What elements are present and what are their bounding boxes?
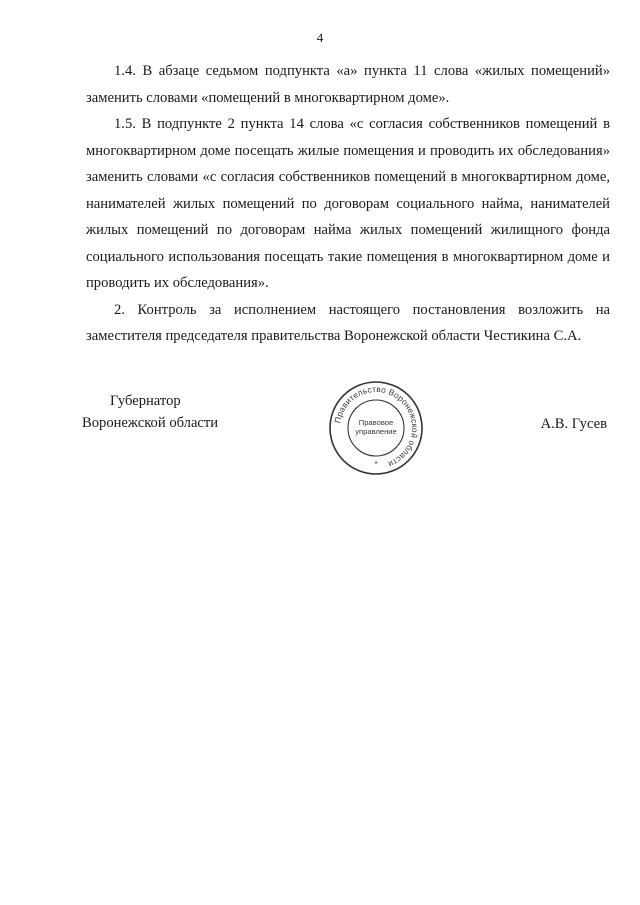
signature-block: [0, 380, 640, 480]
official-stamp: [326, 378, 426, 478]
signatory-title: [82, 390, 218, 434]
signatory-title-line-1: Губернатор: [110, 393, 181, 409]
page-number: 4: [316, 30, 324, 45]
stamp-seal-icon: [326, 378, 426, 478]
paragraph-1-4: 1.4. В абзаце седьмом подпункта «а» пункта 11 слова «жилых помещений» заменить словами «помещений в многоквартирном доме».: [86, 63, 610, 106]
paragraph-2: 2. Контроль за исполнением настоящего постановления возложить на заместителя председателя правительства Воронежской области Честикина С.А.: [86, 301, 610, 344]
stamp-star-icon: *: [374, 460, 378, 469]
stamp-outer-text: Правительство Воронежской области: [332, 383, 421, 470]
paragraph-1-5: 1.5. В подпункте 2 пункта 14 слова «с согласия собственников помещений в многоквартирном доме посещать жилые помещения и проводить их обследования» заменить словами «с согласия собственников помещений в многоквартирном доме, нанимателей жилых помещений по договорам социального найма, нанимателей жилых помещений по договорам найма жилых помещений жилищного фонда социального использования посещать такие помещения в многоквартирном доме и проводить их обследования».: [86, 116, 610, 291]
stamp-inner-line-1: Правовое: [358, 418, 394, 427]
stamp-inner-line-2: управление: [355, 427, 397, 436]
signatory-title-line-2: Воронежской области: [82, 415, 219, 431]
signatory-name: А.В. Гусев: [540, 416, 607, 432]
document-body: [86, 58, 610, 350]
